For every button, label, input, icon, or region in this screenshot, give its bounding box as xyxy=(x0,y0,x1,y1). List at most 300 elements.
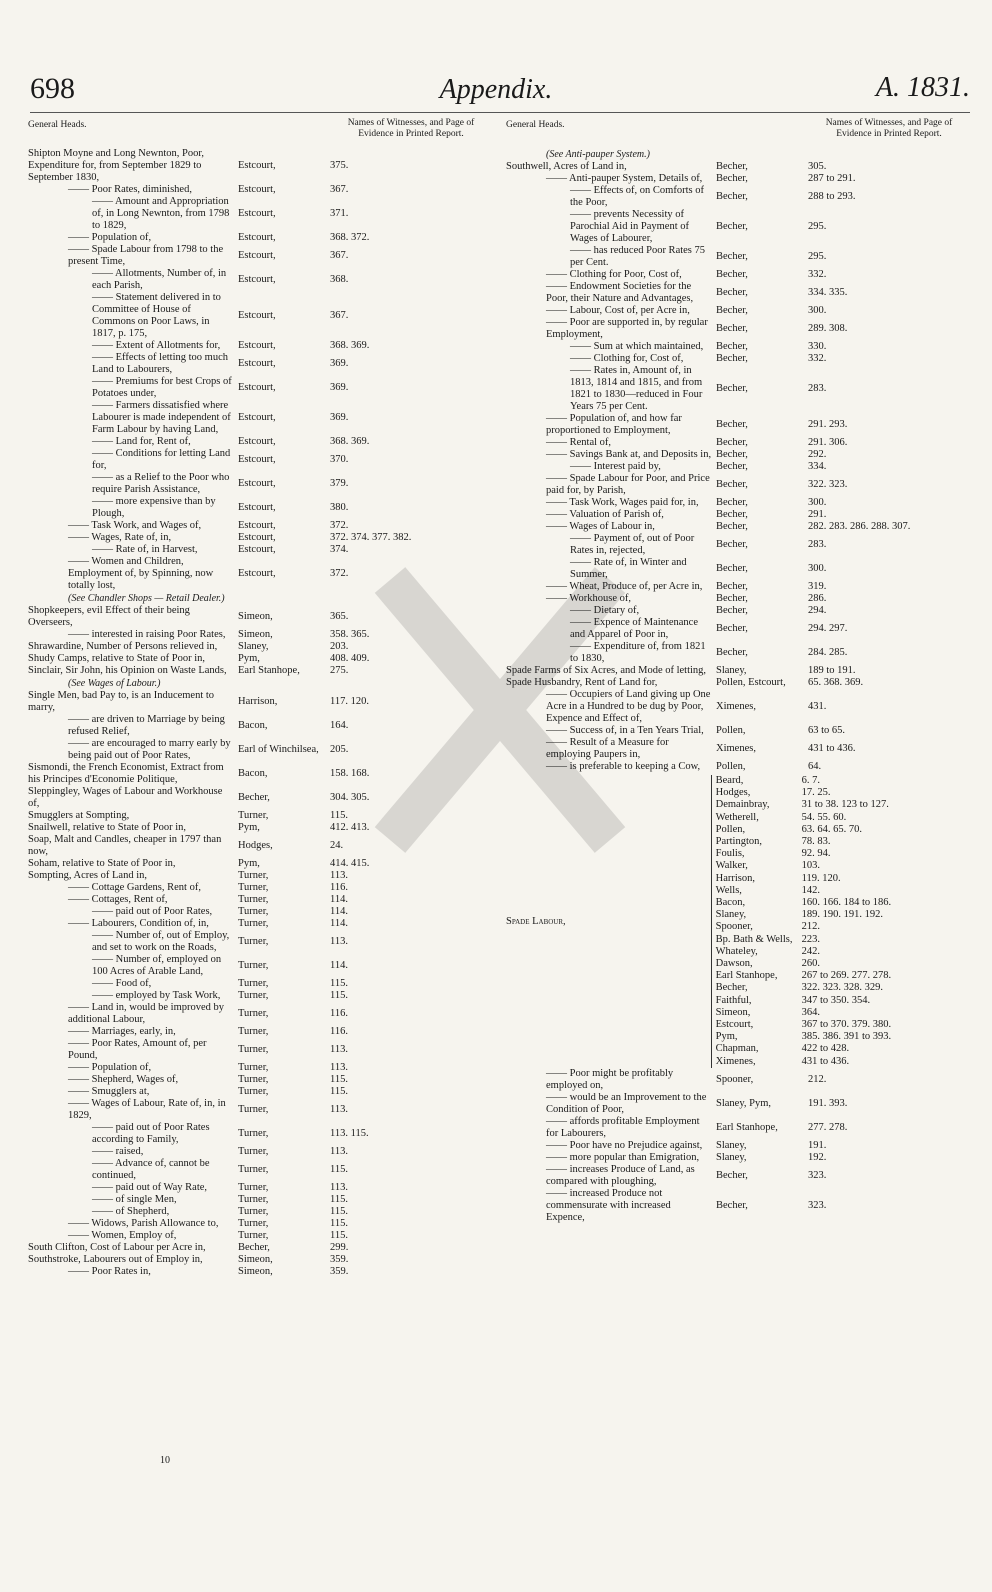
index-entry xyxy=(28,834,486,858)
witness-name: Slaney, xyxy=(716,1139,747,1151)
page-reference: 371. xyxy=(330,208,349,219)
page-reference: 291. 293. xyxy=(808,419,848,430)
entry-heading: —— Poor Rates, Amount of, per Pound, xyxy=(68,1038,207,1061)
page-reference: 92. 94. xyxy=(801,848,831,860)
witness-name: Bacon, xyxy=(715,897,746,909)
page-reference: 31 to 38. 123 to 127. xyxy=(801,799,889,811)
witness-name: Pollen, xyxy=(715,823,746,835)
witness-name: Whateley, xyxy=(715,945,758,957)
witness-name: Turner, xyxy=(238,1218,269,1229)
witness-name: Pym, xyxy=(238,858,260,869)
entry-heading: —— Labourers, Condition of, in, xyxy=(68,918,209,929)
witness-name: Turner, xyxy=(238,1062,269,1073)
index-entry xyxy=(28,882,486,894)
page-reference: 191. 393. xyxy=(808,1097,848,1109)
entry-heading: Sompting, Acres of Land in, xyxy=(28,870,147,881)
index-entry xyxy=(506,1092,964,1116)
page-reference: 304. 305. xyxy=(330,792,370,803)
entry-heading: —— Payment of, out of Poor Rates in, rejected, xyxy=(570,533,695,556)
index-entry xyxy=(28,605,486,629)
page-reference: 115. xyxy=(330,1164,348,1175)
entry-heading: —— Endowment Societies for the Poor, their Nature and Advantages, xyxy=(546,281,694,304)
page-reference: 117. 120. xyxy=(330,696,369,707)
page-reference: 412. 413. xyxy=(330,822,370,833)
witness-name: Turner, xyxy=(238,936,269,947)
spade-labour-witness xyxy=(716,885,964,897)
page-reference: 375. xyxy=(330,160,349,171)
page-reference: 212. xyxy=(801,921,821,933)
spade-labour-witness xyxy=(716,946,964,958)
witness-name: Turner, xyxy=(238,1164,269,1175)
witness-name: Becher, xyxy=(716,647,748,658)
page-reference: 113. xyxy=(330,936,348,947)
index-entry xyxy=(28,1206,486,1218)
entry-heading: —— Wheat, Produce of, per Acre in, xyxy=(546,581,703,592)
witness-name: Harrison, xyxy=(715,872,756,884)
index-entry xyxy=(28,665,486,677)
witness-name: Becher, xyxy=(716,269,748,280)
witness-name: Becher, xyxy=(716,251,748,262)
witness-name: Becher, xyxy=(716,563,748,574)
page-reference: 189. 190. 191. 192. xyxy=(801,909,884,921)
page-reference: 287 to 291. xyxy=(808,173,856,184)
witness-name: Slaney, xyxy=(716,1151,747,1163)
right-column-header xyxy=(506,118,964,148)
page-reference: 116. xyxy=(330,882,348,893)
spade-labour-witness xyxy=(716,1031,964,1043)
page-reference: 288 to 293. xyxy=(808,191,856,202)
page-reference: 164. xyxy=(330,720,349,731)
entry-heading: —— Women, Employ of, xyxy=(68,1230,177,1241)
entry-heading: —— Dietary of, xyxy=(570,605,640,616)
index-entry xyxy=(506,161,964,173)
page-reference: 299. xyxy=(330,1242,349,1253)
witness-name: Turner, xyxy=(238,894,269,905)
witness-name: Becher, xyxy=(716,1169,748,1181)
index-entry xyxy=(506,173,964,185)
right-column xyxy=(506,118,964,1224)
right-entries-bottom xyxy=(506,1068,964,1224)
index-entry xyxy=(506,593,964,605)
left-entries xyxy=(28,148,486,1278)
witness-name: Slaney, xyxy=(238,641,269,652)
page-reference: 113. xyxy=(330,1182,348,1193)
entry-heading: South Clifton, Cost of Labour per Acre in, xyxy=(28,1242,206,1253)
entry-heading: —— as a Relief to the Poor who require Parish Assistance, xyxy=(92,472,230,495)
index-entry xyxy=(28,1146,486,1158)
index-entry xyxy=(506,413,964,437)
entry-heading: —— Wages of Labour, Rate of, in, in 1829, xyxy=(68,1098,226,1121)
index-entry xyxy=(28,1122,486,1146)
spade-labour-witnesses xyxy=(711,775,964,1068)
index-entry xyxy=(506,1188,964,1224)
spade-labour-witness xyxy=(716,787,964,799)
entry-heading: Southwell, Acres of Land in, xyxy=(506,161,627,172)
general-heads-label: General Heads. xyxy=(28,120,87,130)
page-reference: 414. 415. xyxy=(330,858,370,869)
index-entry xyxy=(28,292,486,340)
witness-name: Earl of Winchilsea, xyxy=(238,744,319,755)
entry-heading: —— paid out of Poor Rates according to Family, xyxy=(92,1122,210,1145)
spade-labour-witness xyxy=(716,873,964,885)
spade-labour-witness xyxy=(716,909,964,921)
index-entry xyxy=(28,870,486,882)
general-heads-label: General Heads. xyxy=(506,120,565,130)
entry-heading: Snailwell, relative to State of Poor in, xyxy=(28,822,187,833)
page-reference: 408. 409. xyxy=(330,653,370,664)
index-entry xyxy=(28,532,486,544)
page-number: 698 xyxy=(30,72,75,105)
index-entry xyxy=(506,317,964,341)
index-entry xyxy=(506,605,964,617)
page-reference: 370. xyxy=(330,454,349,465)
witness-name: Estcourt, xyxy=(238,310,276,321)
page-reference: 223. xyxy=(801,933,821,945)
index-entry xyxy=(28,1230,486,1242)
witness-name: Bacon, xyxy=(238,768,268,779)
witness-name: Slaney, xyxy=(715,909,747,921)
page-reference: 286. xyxy=(808,593,827,604)
index-entry xyxy=(28,400,486,436)
index-entry xyxy=(506,761,964,773)
witness-name: Estcourt, xyxy=(238,412,276,423)
index-entry xyxy=(506,305,964,317)
index-entry xyxy=(28,641,486,653)
witness-name: Becher, xyxy=(716,305,748,316)
page-reference: 17. 25. xyxy=(801,787,831,799)
index-entry xyxy=(28,822,486,834)
index-entry xyxy=(506,437,964,449)
witness-name: Turner, xyxy=(238,1194,269,1205)
index-entry xyxy=(506,245,964,269)
index-entry xyxy=(28,1062,486,1074)
entry-heading: —— Wages of Labour in, xyxy=(546,521,655,532)
page-reference: 54. 55. 60. xyxy=(801,811,847,823)
index-entry xyxy=(28,918,486,930)
witness-name: Walker, xyxy=(715,860,748,872)
witness-name: Turner, xyxy=(238,1128,269,1139)
spade-labour-witness xyxy=(716,1019,964,1031)
page-reference: 192. xyxy=(808,1151,827,1163)
index-entry xyxy=(28,148,486,184)
entry-heading: —— Rate of, in Harvest, xyxy=(92,544,198,555)
spade-labour-witness xyxy=(716,799,964,811)
index-entry xyxy=(28,520,486,532)
entry-heading: Shopkeepers, evil Effect of their being Overseers, xyxy=(28,605,190,628)
spade-labour-label: Spade Labour, xyxy=(506,915,566,927)
page-reference: 367. xyxy=(330,184,349,195)
entry-heading: —— Spade Labour for Poor, and Price paid for, by Parish, xyxy=(546,473,710,496)
witness-name: Becher, xyxy=(716,341,748,352)
page-reference: 116. xyxy=(330,1008,348,1019)
index-entry xyxy=(28,244,486,268)
index-entry xyxy=(506,689,964,725)
witness-name: Pym, xyxy=(715,1031,738,1043)
page-reference: 115. xyxy=(330,1074,348,1085)
index-entry xyxy=(28,184,486,196)
witness-name: Estcourt, xyxy=(238,382,276,393)
page-reference: 367. xyxy=(330,310,349,321)
entry-heading: —— Amount and Appropriation of, in Long Newnton, from 1798 to 1829, xyxy=(92,196,230,231)
entry-heading: —— Poor Rates in, xyxy=(68,1266,151,1277)
page-reference: 431 to 436. xyxy=(801,1055,850,1067)
index-entry xyxy=(28,496,486,520)
witness-name: Turner, xyxy=(238,918,269,929)
index-entry xyxy=(28,196,486,232)
witness-name: Becher, xyxy=(715,982,748,994)
witness-name: Earl Stanhope, xyxy=(238,665,300,676)
page-reference: 115. xyxy=(330,1086,348,1097)
witness-name: Pollen, xyxy=(716,761,746,772)
index-entry xyxy=(506,617,964,641)
page-title: Appendix. xyxy=(439,74,553,105)
entry-heading: —— Population of, and how far proportioned to Employment, xyxy=(546,413,682,436)
witness-name: Estcourt, xyxy=(238,478,276,489)
page-reference: 6. 7. xyxy=(801,775,821,786)
entry-heading: —— Expence of Maintenance and Apparel of Poor in, xyxy=(570,617,698,640)
index-entry xyxy=(28,544,486,556)
witness-name: Turner, xyxy=(238,1104,269,1115)
witness-name: Faithful, xyxy=(715,994,752,1006)
spade-labour-witness xyxy=(716,982,964,994)
spade-labour-witness xyxy=(716,1043,964,1055)
witness-name: Slaney, xyxy=(716,665,747,676)
spade-labour-witness xyxy=(716,812,964,824)
entry-heading: —— more expensive than by Plough, xyxy=(92,496,216,519)
page-reference: 294. xyxy=(808,605,827,616)
entry-heading: Sleppingley, Wages of Labour and Workhouse of, xyxy=(28,786,223,809)
index-entry xyxy=(28,738,486,762)
page-reference: 275. xyxy=(330,665,349,676)
witness-name: Simeon, xyxy=(238,1266,273,1277)
witness-name: Pym, xyxy=(238,653,260,664)
witness-name: Becher, xyxy=(716,191,748,202)
page-reference: 369. xyxy=(330,412,349,423)
page-reference: 205. xyxy=(330,744,349,755)
spade-labour-witness xyxy=(716,934,964,946)
entry-heading: —— affords profitable Employment for Labourers, xyxy=(546,1115,700,1139)
witness-name: Estcourt, xyxy=(238,184,276,195)
index-entry xyxy=(28,268,486,292)
witness-name: Turner, xyxy=(238,960,269,971)
page-reference: 113. xyxy=(330,1062,348,1073)
cross-reference-note: (See Chandler Shops — Retail Dealer.) xyxy=(68,593,225,604)
witness-name: Becher, xyxy=(716,581,748,592)
right-entries-top xyxy=(506,148,964,773)
entry-heading: Southstroke, Labourers out of Employ in, xyxy=(28,1254,203,1265)
page-reference: 323. xyxy=(808,1169,827,1181)
witness-name: Spooner, xyxy=(715,921,753,933)
witness-name: Chapman, xyxy=(715,1043,759,1055)
page-reference: 372. xyxy=(330,520,349,531)
page-reference: 212. xyxy=(808,1073,827,1085)
entry-heading: —— Valuation of Parish of, xyxy=(546,509,664,520)
witnesses-label: Names of Witnesses, and Page of Evidence in Printed Report. xyxy=(347,118,475,139)
index-entry xyxy=(28,1074,486,1086)
folio-mark: 10 xyxy=(160,1455,170,1466)
index-entry xyxy=(506,269,964,281)
index-entry xyxy=(506,185,964,209)
page-reference: 63 to 65. xyxy=(808,725,846,736)
witness-name: Becher, xyxy=(716,509,748,520)
page-reference: 65. 368. 369. xyxy=(808,677,864,688)
index-entry xyxy=(506,341,964,353)
entry-heading: —— Poor are supported in, by regular Employment, xyxy=(546,317,708,340)
page-reference: 334. 335. xyxy=(808,287,848,298)
entry-heading: —— of Shepherd, xyxy=(92,1206,170,1217)
witness-name: Estcourt, xyxy=(238,436,276,447)
cross-reference-note: (See Wages of Labour.) xyxy=(68,678,161,689)
spade-labour-witness xyxy=(716,860,964,872)
spade-labour-witness xyxy=(716,970,964,982)
page-reference: 64. xyxy=(808,761,822,772)
witnesses-label: Names of Witnesses, and Page of Evidence in Printed Report. xyxy=(825,118,953,139)
index-entry xyxy=(506,449,964,461)
witness-name: Becher, xyxy=(716,449,748,460)
index-entry xyxy=(28,1218,486,1230)
entry-heading: —— Savings Bank at, and Deposits in, xyxy=(546,449,712,460)
index-entry xyxy=(506,581,964,593)
header-rule xyxy=(30,112,970,113)
page-reference: 364. xyxy=(801,1006,821,1018)
witness-name: Ximenes, xyxy=(715,1055,756,1067)
page-reference: 116. xyxy=(330,1026,348,1037)
page-reference: 422 to 428. xyxy=(801,1043,850,1055)
index-entry xyxy=(28,954,486,978)
entry-heading: —— are encouraged to marry early by being paid out of Poor Rates, xyxy=(68,738,231,761)
witness-name: Foulis, xyxy=(715,848,745,860)
witness-name: Ximenes, xyxy=(716,743,756,754)
entry-heading: —— of single Men, xyxy=(92,1194,177,1205)
page-reference: 295. xyxy=(808,251,827,262)
witness-name: Dawson, xyxy=(715,958,753,970)
entry-heading: —— Task Work, and Wages of, xyxy=(68,520,202,531)
entry-heading: —— Poor Rates, diminished, xyxy=(68,184,192,195)
index-entry xyxy=(506,1116,964,1140)
entry-heading: —— Anti-pauper System, Details of, xyxy=(546,173,703,184)
spade-labour-block xyxy=(506,775,964,1068)
witness-name: Turner, xyxy=(238,1182,269,1193)
page-reference: 114. xyxy=(330,906,348,917)
witness-name: Becher, xyxy=(716,383,748,394)
witness-name: Harrison, xyxy=(238,696,278,707)
page-reference: 115. xyxy=(330,1218,348,1229)
left-column-header xyxy=(28,118,486,148)
witness-name: Estcourt, xyxy=(238,340,276,351)
entry-heading: Smugglers at Sompting, xyxy=(28,810,130,821)
page-reference: 114. xyxy=(330,918,348,929)
entry-heading: —— interested in raising Poor Rates, xyxy=(68,629,226,640)
index-entry xyxy=(28,653,486,665)
index-entry xyxy=(506,641,964,665)
index-entry xyxy=(506,557,964,581)
page-reference: 260. xyxy=(801,958,821,970)
entry-heading: Soham, relative to State of Poor in, xyxy=(28,858,176,869)
witness-name: Pollen, xyxy=(716,725,746,736)
witness-name: Turner, xyxy=(238,1230,269,1241)
page-reference: 113. xyxy=(330,870,348,881)
entry-heading: —— Poor might be profitably employed on, xyxy=(546,1067,674,1091)
spade-labour-witness xyxy=(716,824,964,836)
index-entry xyxy=(506,209,964,245)
witness-name: Becher, xyxy=(716,461,748,472)
page-reference: 368. xyxy=(330,274,349,285)
left-column xyxy=(28,118,486,1278)
entry-heading: —— is preferable to keeping a Cow, xyxy=(546,761,701,772)
witness-name: Turner, xyxy=(238,978,269,989)
witness-name: Earl Stanhope, xyxy=(716,1121,778,1133)
index-entry xyxy=(28,436,486,448)
page-reference: 431 to 436. xyxy=(808,743,856,754)
witness-name: Ximenes, xyxy=(716,701,756,712)
spade-labour-witness xyxy=(716,836,964,848)
page-reference: 374. xyxy=(330,544,349,555)
index-entry xyxy=(506,677,964,689)
page-reference: 115. xyxy=(330,990,348,1001)
spade-labour-witness xyxy=(716,921,964,933)
witness-name: Bacon, xyxy=(238,720,268,731)
index-entry xyxy=(28,376,486,400)
witness-name: Turner, xyxy=(238,870,269,881)
page-header xyxy=(0,72,992,112)
page-reference: 114. xyxy=(330,894,348,905)
page-reference: 330. xyxy=(808,341,827,352)
spade-labour-witness xyxy=(716,1007,964,1019)
entry-heading: —— Success of, in a Ten Years Trial, xyxy=(546,725,704,736)
entry-heading: Shrawardine, Number of Persons relieved in, xyxy=(28,641,218,652)
index-entry xyxy=(28,810,486,822)
entry-heading: —— Workhouse of, xyxy=(546,593,631,604)
page-reference: 142. xyxy=(801,884,821,896)
witness-name: Estcourt, xyxy=(715,1019,754,1031)
page-reference: 267 to 269. 277. 278. xyxy=(801,970,892,982)
witness-name: Estcourt, xyxy=(238,250,276,261)
page-reference: 24. xyxy=(330,840,344,851)
index-entry xyxy=(28,714,486,738)
page-reference: 292. xyxy=(808,449,827,460)
index-entry xyxy=(28,1158,486,1182)
entry-heading: —— Conditions for letting Land for, xyxy=(92,448,231,471)
page-reference: 368. 372. xyxy=(330,232,370,243)
witness-name: Turner, xyxy=(238,810,269,821)
page-reference: 283. xyxy=(808,383,827,394)
witness-name: Simeon, xyxy=(238,629,273,640)
witness-name: Becher, xyxy=(238,1242,270,1253)
witness-name: Slaney, Pym, xyxy=(716,1097,772,1109)
index-entry xyxy=(28,1002,486,1026)
page-reference: 372. 374. 377. 382. xyxy=(330,532,412,543)
page-reference: 294. 297. xyxy=(808,623,848,634)
page-reference: 305. xyxy=(808,161,827,172)
entry-heading: Shudy Camps, relative to State of Poor in, xyxy=(28,653,206,664)
entry-heading: —— Number of, out of Employ, and set to work on the Roads, xyxy=(92,930,230,953)
page-reference: 431. xyxy=(808,701,827,712)
witness-name: Turner, xyxy=(238,1074,269,1085)
page-reference: 189 to 191. xyxy=(808,665,856,676)
index-entry xyxy=(506,665,964,677)
spade-labour-witness xyxy=(716,897,964,909)
witness-name: Estcourt, xyxy=(238,502,276,513)
index-entry xyxy=(28,1182,486,1194)
entry-heading: Sismondi, the French Economist, Extract from his Principes d'Economie Politique, xyxy=(28,762,224,785)
page-reference: 115. xyxy=(330,1206,348,1217)
page-reference: 359. xyxy=(330,1266,349,1277)
index-entry xyxy=(28,690,486,714)
entry-heading: —— Land in, would be improved by additional Labour, xyxy=(68,1002,225,1025)
entry-heading: —— Clothing for Poor, Cost of, xyxy=(546,269,682,280)
entry-heading: Spade Farms of Six Acres, and Mode of letting, xyxy=(506,665,707,676)
entry-heading: —— Advance of, cannot be continued, xyxy=(92,1158,210,1181)
